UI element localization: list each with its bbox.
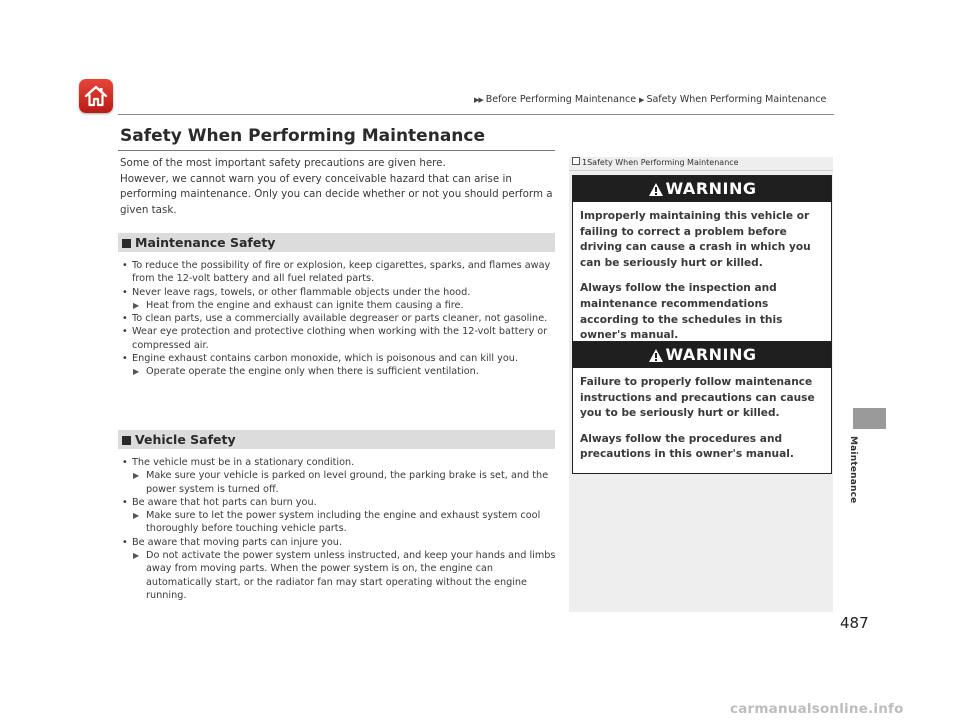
list-subitem-text: Make sure your vehicle is parked on level ground, the parking brake is set, and the power system is turned off. bbox=[146, 470, 549, 495]
section-title: Maintenance Safety bbox=[135, 235, 276, 250]
breadcrumb-arrow-icon: ▶ bbox=[639, 96, 644, 104]
list-item: • To reduce the possibility of fire or explosion, keep cigarettes, sparks, and flames away from the 12-volt battery and all fuel related parts. bbox=[122, 260, 551, 285]
intro-text bbox=[120, 156, 560, 218]
warning-label: WARNING bbox=[665, 179, 757, 198]
list-item: • To clean parts, use a commercially available degreaser or parts cleaner, not gasoline. bbox=[122, 313, 548, 325]
breadcrumb bbox=[474, 94, 829, 105]
list-item: • Engine exhaust contains carbon monoxide, which is poisonous and can kill you. ▶ Operate operate the engine only when there is sufficient ventilation. bbox=[120, 352, 556, 379]
warning-paragraph: Always follow the procedures and precautions in this owner's manual. bbox=[580, 432, 794, 461]
warning-header bbox=[573, 342, 831, 368]
warning-header bbox=[573, 176, 831, 202]
list-subitem bbox=[132, 469, 556, 496]
chapter-tab[interactable] bbox=[853, 408, 886, 429]
list-item-text: Be aware that hot parts can burn you. bbox=[132, 496, 317, 508]
list-subitem-text: Make sure to let the power system including the engine and exhaust system cool thoroughly before touching vehicle parts. bbox=[146, 510, 541, 535]
list-subitem bbox=[132, 509, 556, 536]
list-item: • Wear eye protection and protective clothing when working with the 12-volt battery or compressed air. bbox=[122, 326, 548, 351]
list-subitem bbox=[132, 365, 556, 378]
section-title: Vehicle Safety bbox=[135, 432, 236, 447]
warning-triangle-icon bbox=[648, 179, 664, 205]
arrow-icon: ▶ bbox=[133, 300, 140, 310]
breadcrumb-arrow-icon: ▶▶ bbox=[474, 96, 483, 104]
intro-paragraph: However, we cannot warn you of every conceivable hazard that can arise in performing maintenance. Only you can decide whether or not you should perform a given task. bbox=[120, 172, 553, 216]
warning-box bbox=[572, 175, 832, 355]
list-item: • Be aware that moving parts can injure you. ▶ Do not activate the power system unless instructed, and keep your hands and limbs away from moving parts. When the power system is on, the engine can automatically start, or the radiator fan may start operating without the engine running. bbox=[122, 536, 556, 601]
list-item-text: Be aware that moving parts can injure you. bbox=[132, 536, 343, 548]
warning-paragraph: Improperly maintaining this vehicle or failing to correct a problem before driving can cause a crash in which you can be seriously hurt or killed. bbox=[580, 210, 811, 269]
warning-body bbox=[573, 368, 831, 463]
watermark: carmanualsonline.info bbox=[730, 701, 904, 717]
list-subitem-text: Do not activate the power system unless instructed, and keep your hands and limbs away from moving parts. When the power system is on, the engine can automatically start, or the radiator fan may start operating without the engine running. bbox=[146, 550, 556, 601]
side-note-heading bbox=[569, 157, 833, 170]
vehicle-safety-list bbox=[120, 456, 556, 602]
home-icon bbox=[83, 83, 109, 109]
breadcrumb-item[interactable]: Before Performing Maintenance bbox=[485, 94, 637, 105]
chapter-tab-label[interactable]: Maintenance bbox=[848, 436, 858, 504]
note-marker-icon bbox=[572, 157, 580, 165]
note-heading-text: Safety When Performing Maintenance bbox=[587, 158, 739, 167]
list-item: • Never leave rags, towels, or other flammable objects under the hood. ▶ Heat from the engine and exhaust can ignite them causing a fire. bbox=[120, 286, 556, 313]
section-square-icon bbox=[122, 436, 131, 445]
maintenance-safety-list bbox=[120, 259, 556, 379]
list-item-text: Wear eye protection and protective clothing when working with the 12-volt battery or compressed air. bbox=[132, 326, 548, 351]
warning-box bbox=[572, 341, 832, 474]
note-number: 1 bbox=[582, 158, 588, 167]
section-square-icon bbox=[122, 239, 131, 248]
arrow-icon: ▶ bbox=[133, 471, 140, 481]
list-item: • The vehicle must be in a stationary condition. ▶ Make sure your vehicle is parked on level ground, the parking brake is set, and the power system is turned off. bbox=[120, 456, 556, 496]
header-divider bbox=[118, 114, 834, 115]
section-header-maintenance-safety bbox=[118, 233, 555, 252]
list-subitem-text: Heat from the engine and exhaust can ignite them causing a fire. bbox=[146, 299, 464, 311]
warning-paragraph: Failure to properly follow maintenance instructions and precautions can cause you to be seriously hurt or killed. bbox=[580, 376, 815, 420]
list-subitem-text: Operate operate the engine only when there is sufficient ventilation. bbox=[146, 366, 479, 378]
warning-label: WARNING bbox=[665, 345, 757, 364]
section-header-vehicle-safety bbox=[118, 430, 555, 449]
page-title: Safety When Performing Maintenance bbox=[120, 126, 485, 146]
list-item-text: To reduce the possibility of fire or explosion, keep cigarettes, sparks, and flames away from the 12-volt battery and all fuel related parts. bbox=[132, 260, 551, 285]
warning-paragraph: Always follow the inspection and maintenance recommendations according to the schedules in this owner's manual. bbox=[580, 282, 783, 342]
home-button[interactable] bbox=[79, 79, 113, 113]
list-subitem bbox=[132, 549, 556, 602]
list-item-text: Never leave rags, towels, or other flammable objects under the hood. bbox=[132, 286, 471, 298]
arrow-icon: ▶ bbox=[133, 367, 140, 377]
list-item-text: To clean parts, use a commercially available degreaser or parts cleaner, not gasoline. bbox=[132, 313, 548, 325]
intro-paragraph: Some of the most important safety precautions are given here. bbox=[120, 157, 446, 169]
side-note-divider bbox=[569, 170, 833, 171]
list-item-text: Engine exhaust contains carbon monoxide, which is poisonous and can kill you. bbox=[132, 353, 519, 365]
warning-triangle-icon bbox=[648, 345, 664, 371]
list-item-text: The vehicle must be in a stationary condition. bbox=[132, 457, 355, 468]
title-divider bbox=[118, 150, 555, 151]
arrow-icon: ▶ bbox=[133, 511, 140, 521]
list-item: • Be aware that hot parts can burn you. ▶ Make sure to let the power system including the engine and exhaust system cool thoroughly before touching vehicle parts. bbox=[120, 496, 556, 536]
page-number: 487 bbox=[840, 614, 869, 632]
warning-body bbox=[573, 202, 831, 344]
list-subitem bbox=[132, 299, 556, 312]
breadcrumb-item[interactable]: Safety When Performing Maintenance bbox=[646, 94, 827, 105]
side-note-panel bbox=[569, 157, 833, 612]
arrow-icon: ▶ bbox=[133, 551, 140, 561]
